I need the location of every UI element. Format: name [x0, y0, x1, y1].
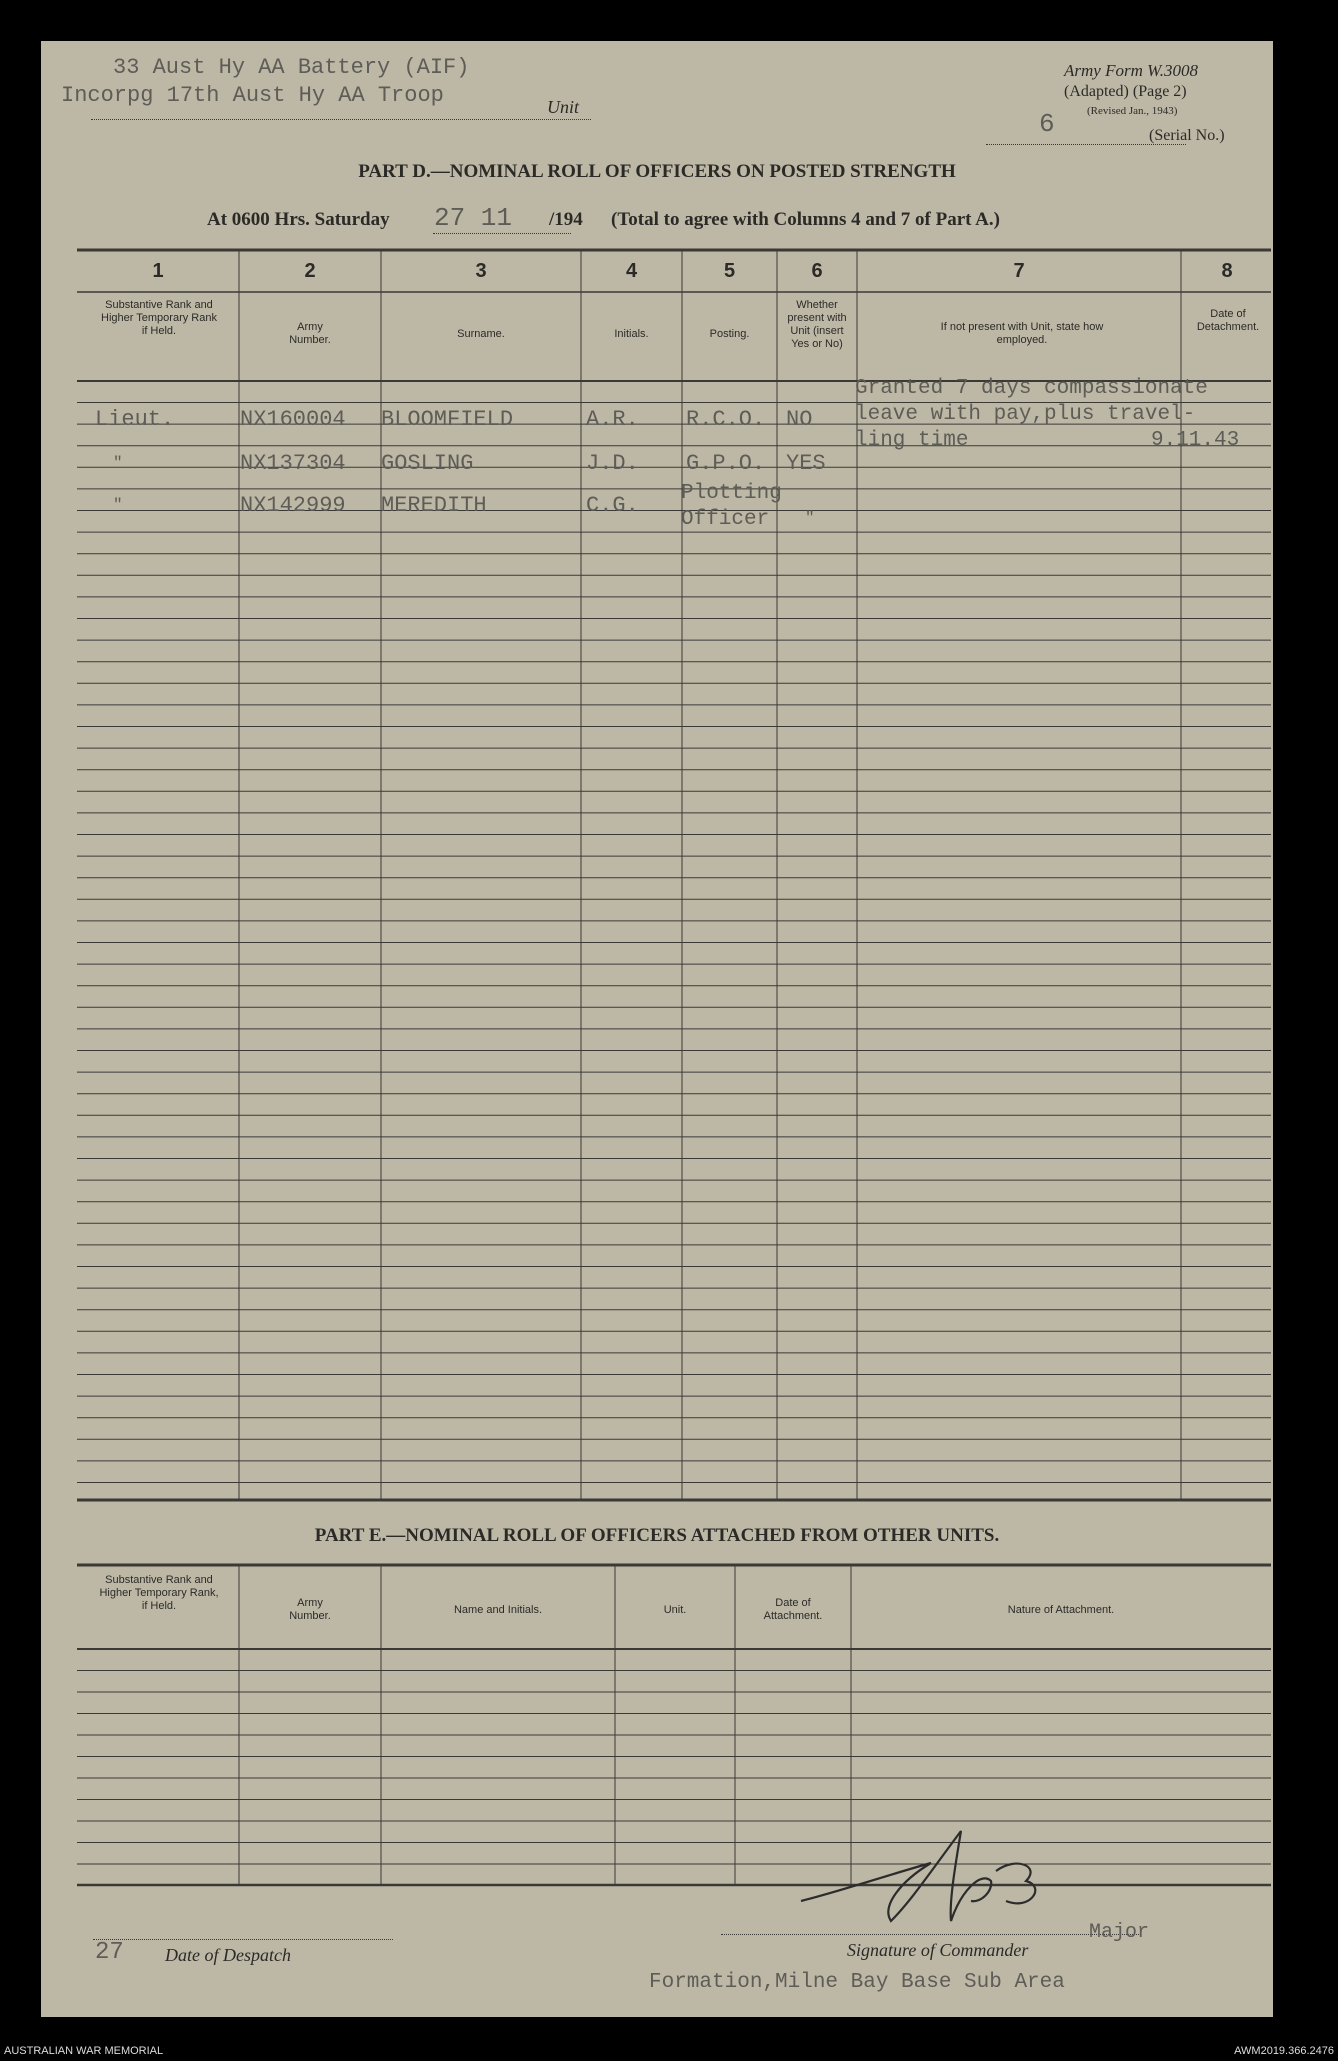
row1-how-employed-1: Granted 7 days compassionate [855, 377, 1208, 400]
part-d-at-prefix: At 0600 Hrs. Saturday [207, 209, 390, 230]
row3-initials: C.G. [586, 493, 639, 518]
part-d-title: PART D.—NOMINAL ROLL OF OFFICERS ON POSTED STRENGTH [358, 161, 956, 182]
row2-rank: " [113, 454, 123, 472]
col-number-2: 2 [304, 260, 316, 282]
col-header-date-detachment: Date of Detachment. [1196, 308, 1260, 333]
e-col-header-rank: Substantive Rank and Higher Temporary Rank, if Held. [99, 1574, 219, 1612]
row1-posting: R.C.O. [686, 407, 766, 432]
row3-army-number: NX142999 [240, 493, 346, 518]
col-number-3: 3 [475, 260, 487, 282]
e-col-header-unit: Unit. [663, 1604, 687, 1616]
form-name: Army Form W.3008 [1064, 61, 1198, 80]
col-header-how-employed: If not present with Unit, state how employed. [940, 321, 1104, 346]
col-number-4: 4 [625, 260, 638, 282]
despatch-underline [93, 1939, 393, 1940]
row2-initials: J.D. [586, 451, 639, 476]
col-number-1: 1 [152, 260, 164, 282]
serial-number: 6 [1039, 109, 1055, 139]
col-header-surname: Surname. [457, 328, 505, 340]
e-col-header-army-number: Army Number. [289, 1597, 331, 1622]
row1-rank: Lieut. [95, 407, 175, 432]
unit-line-1: 33 Aust Hy AA Battery (AIF) [113, 55, 470, 80]
form-adapted: (Adapted) (Page 2) [1064, 83, 1187, 100]
signature-underline [721, 1934, 1141, 1935]
row1-army-number: NX160004 [240, 407, 346, 432]
part-d-year: /194 [549, 209, 583, 230]
col-number-7: 7 [1013, 260, 1025, 282]
col-header-rank: Substantive Rank and Higher Temporary Rank if Held. [101, 299, 217, 337]
row1-present: NO [786, 407, 813, 432]
row3-rank: " [113, 496, 123, 514]
row1-date-detachment: 9.11.43 [1151, 429, 1240, 452]
part-d-at-suffix: (Total to agree with Columns 4 and 7 of Part A.) [611, 209, 1000, 230]
archive-right: AWM2019.366.2476 [1234, 2045, 1334, 2057]
part-d-at-date: 27 11 [434, 203, 513, 233]
row1-initials: A.R. [586, 407, 639, 432]
row2-posting: G.P.O. [686, 451, 766, 476]
col-number-6: 6 [811, 260, 823, 282]
e-col-header-nature: Nature of Attachment. [1007, 1604, 1115, 1616]
despatch-date: 27 [95, 1939, 124, 1966]
row1-how-employed-2: leave with pay,plus travel- [855, 403, 1196, 426]
row3-posting: Plotting Officer [681, 482, 782, 531]
despatch-label: Date of Despatch [165, 1945, 291, 1965]
form-revised: (Revised Jan., 1943) [1087, 105, 1178, 117]
serial-label: (Serial No.) [1149, 127, 1225, 144]
row3-surname: MEREDITH [381, 493, 487, 518]
col-number-5: 5 [723, 260, 736, 282]
commander-signature [781, 1811, 1061, 1941]
row2-army-number: NX137304 [240, 451, 346, 476]
part-e-title: PART E.—NOMINAL ROLL OF OFFICERS ATTACHED FROM OTHER UNITS. [314, 1525, 1000, 1546]
col-header-army-number: Army Number. [289, 321, 331, 346]
row2-surname: GOSLING [381, 451, 474, 476]
row1-surname: BLOOMFIELD [381, 407, 514, 432]
e-col-header-name: Name and Initials. [453, 1604, 543, 1616]
row1-how-employed-3: ling time [855, 429, 969, 452]
archive-left: AUSTRALIAN WAR MEMORIAL [4, 2045, 164, 2057]
row3-present: " [805, 509, 815, 527]
col-header-initials: Initials. [614, 328, 649, 340]
archive-footer [0, 2041, 1338, 2061]
col-number-8: 8 [1221, 260, 1233, 282]
row2-present: YES [786, 451, 826, 476]
form-page [41, 41, 1273, 2017]
signature-rank: Major [1089, 1921, 1150, 1944]
formation: Formation,Milne Bay Base Sub Area [649, 1971, 1065, 1994]
col-header-present: Whether present with Unit (insert Yes or No) [787, 299, 847, 350]
unit-label: Unit [547, 97, 580, 117]
unit-line-2: Incorpg 17th Aust Hy AA Troop [61, 83, 444, 108]
e-col-header-date: Date of Attachment. [763, 1597, 823, 1622]
part-e-table-grid [41, 41, 1273, 2017]
signature-label: Signature of Commander [847, 1940, 1029, 1960]
col-header-posting: Posting. [709, 328, 750, 340]
